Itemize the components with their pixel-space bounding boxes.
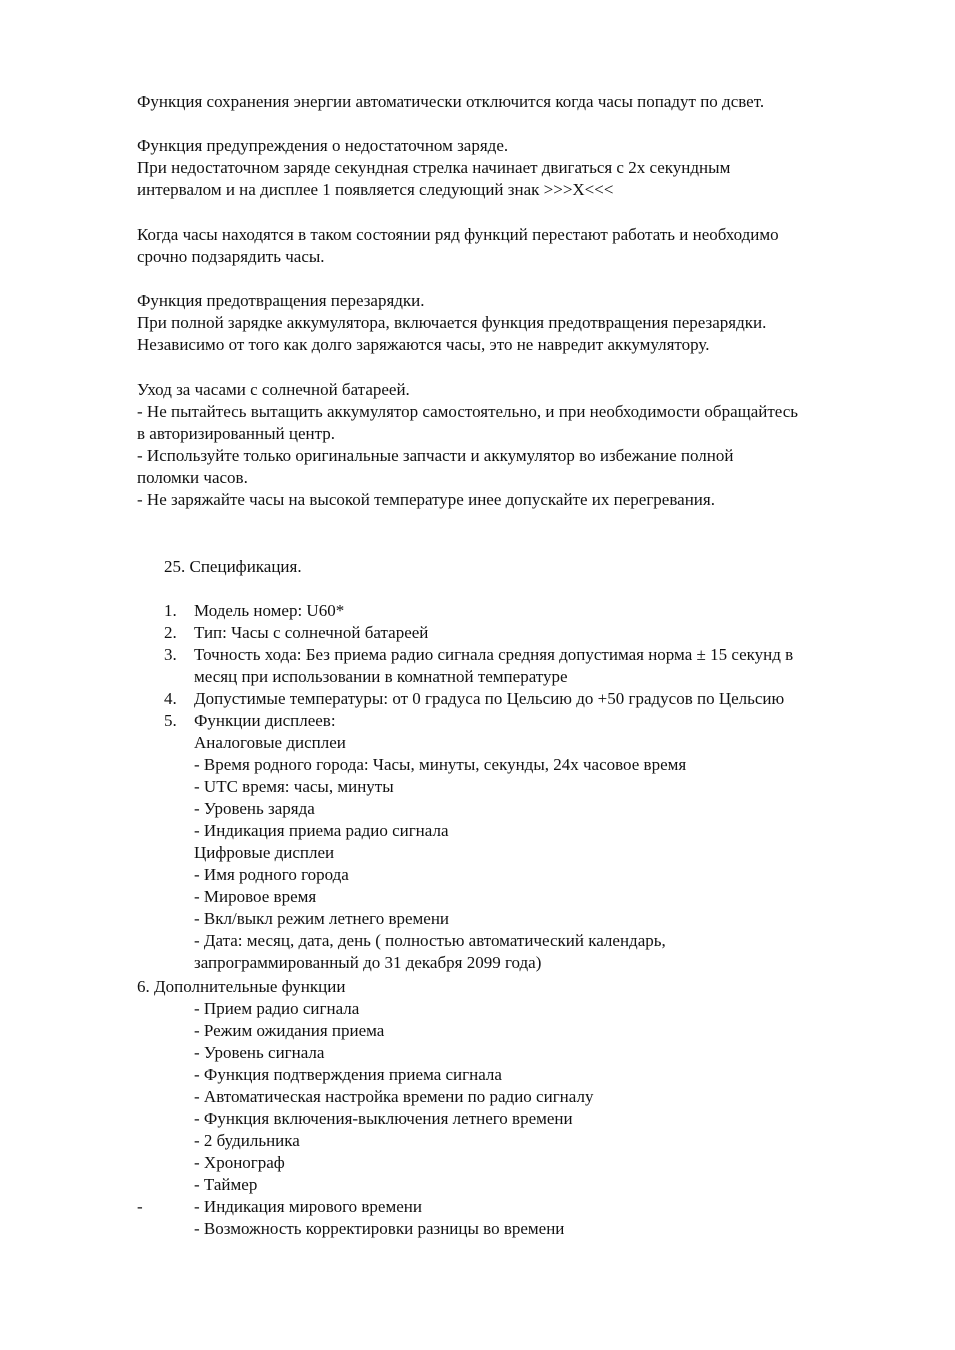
list-item bbox=[0, 688, 955, 710]
display-line: - Имя родного города bbox=[194, 865, 349, 884]
list-item: - Возможность корректировки разницы во времени bbox=[194, 1219, 565, 1238]
list-item-text: Тип: Часы с солнечной батареей bbox=[194, 623, 429, 642]
state-note-paragraph bbox=[137, 224, 917, 268]
display-line: - UTC время: часы, минуты bbox=[194, 777, 394, 796]
list-item: - Таймер bbox=[194, 1175, 258, 1194]
list-item-text: Функции дисплеев: bbox=[194, 711, 336, 730]
spec-heading: 25. Спецификация. bbox=[164, 557, 302, 576]
list-item-number: 3. bbox=[164, 645, 177, 664]
list-item-number: 5. bbox=[164, 711, 177, 730]
list-item-number: 4. bbox=[164, 689, 177, 708]
list-item: - 2 будильника bbox=[194, 1131, 300, 1150]
care-line: - Используйте только оригинальные запчасти и аккумулятор во избежание полной bbox=[137, 446, 734, 465]
state-note-line: срочно подзарядить часы. bbox=[137, 247, 325, 266]
low-charge-paragraph bbox=[137, 135, 917, 201]
display-line: - Уровень заряда bbox=[194, 799, 315, 818]
list-item: - Индикация мирового времени bbox=[194, 1197, 422, 1216]
list-item bbox=[0, 622, 955, 644]
list-item-number: 2. bbox=[164, 623, 177, 642]
care-line: в авторизированный центр. bbox=[137, 424, 335, 443]
overcharge-line: При полной зарядке аккумулятора, включается функция предотвращения перезарядки. bbox=[137, 313, 767, 332]
list-item bbox=[0, 710, 955, 732]
list-item-text: Допустимые температуры: от 0 градуса по Цельсию до +50 градусов по Цельсию bbox=[194, 689, 785, 708]
low-charge-title: Функция предупреждения о недостаточном заряде. bbox=[137, 136, 509, 155]
extra-functions-heading: 6. Дополнительные функции bbox=[137, 977, 346, 996]
low-charge-line: При недостаточном заряде секундная стрелка начинает двигаться с 2х секундным bbox=[137, 158, 731, 177]
display-line: Цифровые дисплеи bbox=[194, 843, 335, 862]
power-saving-text: Функция сохранения энергии автоматически отключится когда часы попадут по дсвет. bbox=[137, 92, 765, 111]
display-line: - Мировое время bbox=[194, 887, 317, 906]
list-item-text: месяц при использовании в комнатной температуре bbox=[194, 667, 568, 686]
overcharge-title: Функция предотвращения перезарядки. bbox=[137, 291, 425, 310]
display-line: запрограммированный до 31 декабря 2099 года) bbox=[194, 953, 542, 972]
list-item: - Функция подтверждения приема сигнала bbox=[194, 1065, 502, 1084]
low-charge-line: интервалом и на дисплее 1 появляется следующий знак >>>X<<< bbox=[137, 180, 614, 199]
state-note-line: Когда часы находятся в таком состоянии ряд функций перестают работать и необходимо bbox=[137, 225, 779, 244]
stray-dash: - bbox=[137, 1197, 143, 1216]
list-item: - Прием радио сигнала bbox=[194, 999, 360, 1018]
list-item bbox=[0, 644, 955, 666]
care-title: Уход за часами с солнечной батареей. bbox=[137, 380, 410, 399]
overcharge-paragraph bbox=[137, 290, 917, 356]
power-saving-paragraph bbox=[137, 91, 917, 113]
list-item bbox=[0, 666, 955, 688]
list-item: - Функция включения-выключения летнего времени bbox=[194, 1109, 573, 1128]
display-line: Аналоговые дисплеи bbox=[194, 733, 346, 752]
list-item: - Режим ожидания приема bbox=[194, 1021, 385, 1040]
list-item-text: Точность хода: Без приема радио сигнала средняя допустимая норма ± 15 секунд в bbox=[194, 645, 794, 664]
overcharge-line: Независимо от того как долго заряжаются часы, это не навредит аккумулятору. bbox=[137, 335, 710, 354]
list-item-number: 1. bbox=[164, 601, 177, 620]
display-line: - Индикация приема радио сигнала bbox=[194, 821, 449, 840]
list-item: - Хронограф bbox=[194, 1153, 285, 1172]
list-item bbox=[0, 600, 955, 622]
care-line: - Не заряжайте часы на высокой температуре инее допускайте их перегревания. bbox=[137, 490, 715, 509]
list-item-text: Модель номер: U60* bbox=[194, 601, 345, 620]
care-line: - Не пытайтесь вытащить аккумулятор самостоятельно, и при необходимости обращайтесь bbox=[137, 402, 799, 421]
list-item: - Автоматическая настройка времени по радио сигналу bbox=[194, 1087, 594, 1106]
list-item: - Уровень сигнала bbox=[194, 1043, 325, 1062]
display-line: - Время родного города: Часы, минуты, секунды, 24х часовое время bbox=[194, 755, 687, 774]
display-line: - Вкл/выкл режим летнего времени bbox=[194, 909, 450, 928]
display-line: - Дата: месяц, дата, день ( полностью автоматический календарь, bbox=[194, 931, 666, 950]
care-paragraph bbox=[137, 379, 917, 511]
care-line: поломки часов. bbox=[137, 468, 248, 487]
